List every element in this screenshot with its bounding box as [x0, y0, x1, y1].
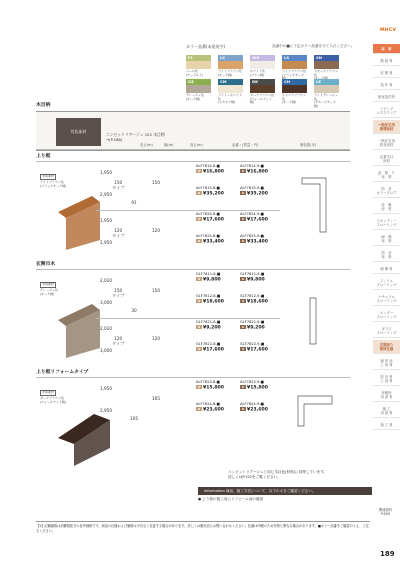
- price-value: ¥17,600: [247, 217, 268, 223]
- swatch-code: LE: [314, 79, 339, 85]
- swatch-code: CM: [218, 79, 243, 85]
- product-code: GLF7612-8-■: [196, 294, 221, 298]
- product-code: GLF7611-8-■: [196, 272, 221, 276]
- sidebar-item[interactable]: 一般住宅用 防音床材: [373, 136, 400, 150]
- product-price: [240, 239, 268, 245]
- product-code: GLF7612-9-■: [240, 294, 265, 298]
- price-value: ¥9,200: [203, 325, 221, 331]
- height-value: 120: [152, 228, 160, 233]
- price-value: ¥23,600: [247, 407, 268, 413]
- variant-chip: 8: [196, 169, 202, 173]
- price-value: ¥16,800: [247, 169, 268, 175]
- type-label: 150 タイプ: [112, 180, 125, 191]
- price-value: ¥33,400: [247, 239, 268, 245]
- swatch-name: ライトブラウン色 (ブラックチーク: [282, 69, 306, 77]
- variant-chip: 8: [196, 325, 202, 329]
- row-divider: [96, 210, 280, 211]
- swatch-sample: [186, 61, 211, 69]
- price-value: ¥15,800: [247, 385, 268, 391]
- variant-chip: 8: [196, 347, 202, 351]
- sidebar-item[interactable]: リビング エクステリア: [373, 104, 400, 118]
- product-code: GLF7622-8-■: [196, 342, 221, 346]
- sidebar-item[interactable]: エッダー フローリング: [373, 308, 400, 322]
- sidebar-item[interactable]: 床暖房 用 部 材: [373, 388, 400, 402]
- brand-logo: MHCV: [380, 28, 397, 33]
- sidebar-item[interactable]: ガラス フローリング: [373, 324, 400, 338]
- col-height: 高さ(m): [190, 143, 203, 147]
- product-code: ALF7624-9-■: [240, 212, 264, 216]
- swatch-name: グレージュ色 (オーク柄): [186, 93, 204, 101]
- product-price: [240, 217, 268, 223]
- sidebar-item[interactable]: 施 工 材: [373, 420, 400, 430]
- swatch-code: DK: [250, 79, 275, 85]
- product-code: ALF7625-8-■: [196, 234, 220, 238]
- length-value: 3,000: [100, 348, 112, 353]
- color-swatch[interactable]: [314, 55, 339, 81]
- material-tag: 木質素材: [42, 282, 55, 286]
- color-swatch[interactable]: [282, 55, 307, 81]
- length-value: 1,950: [100, 218, 112, 223]
- sidebar-item[interactable]: 耐 傷 床 材: [373, 232, 400, 246]
- variant-chip: 8: [196, 385, 202, 389]
- swatch-note: 品番中の■に下記カラー品番を当て入れください。: [272, 44, 355, 48]
- sidebar-item[interactable]: 造 作 材: [373, 80, 400, 90]
- swatch-code: LC: [218, 55, 243, 61]
- sidebar-item[interactable]: ナチュラル フローリング: [373, 292, 400, 306]
- variant-chip: 8: [196, 299, 202, 303]
- swatch-code: FL: [186, 55, 211, 61]
- height-value: 120: [152, 336, 160, 341]
- price-value: ¥9,200: [247, 325, 265, 331]
- variant-chip: 8: [196, 217, 202, 221]
- product-sample-image: [54, 408, 114, 468]
- product-code: ALF7624-8-■: [196, 212, 220, 216]
- sidebar-item[interactable]: 床 暖 房 材: [373, 200, 400, 214]
- product-price: [196, 217, 224, 223]
- product-code: GLF7621-8-■: [196, 320, 221, 324]
- product-price: [196, 191, 224, 197]
- swatch-name: ベール色 (ヤードルト): [186, 69, 204, 77]
- height-value: 150: [152, 288, 160, 293]
- variant-chip: 9: [240, 347, 246, 351]
- swatch-sample: [282, 61, 307, 69]
- page-number: 189: [380, 550, 395, 558]
- variant-chip: 9: [240, 169, 246, 173]
- price-value: ¥17,600: [203, 217, 224, 223]
- swatch-name: ライトーホワイト色 (シカモア柄): [218, 93, 242, 105]
- swatch-code: LS: [282, 55, 307, 61]
- product-code: ALF7624-9-■: [240, 402, 264, 406]
- variant-chip: 9: [240, 325, 246, 329]
- col-product: 品番・(質量・円): [232, 143, 259, 147]
- sidebar-item[interactable]: 遮 音 床 上 用 材: [373, 356, 400, 370]
- product-price: [240, 385, 268, 391]
- section-drawing: [292, 170, 342, 240]
- product-code: ALF7614-9-■: [240, 164, 264, 168]
- compatible-floor-text: コンビットリアージュ 152 木目柄 →(P.168): [106, 132, 165, 142]
- type-label: 150 タイプ: [112, 288, 125, 299]
- product-price: [240, 277, 265, 283]
- sample-caption: グレージュ色 (オーク柄): [40, 288, 58, 296]
- variant-chip: 9: [240, 407, 246, 411]
- price-value: ¥35,200: [203, 191, 224, 197]
- block-divider: [36, 269, 350, 270]
- sidebar-item[interactable]: 直 貼 り 床 材: [373, 168, 400, 182]
- product-price: [196, 325, 221, 331]
- swatch-sample: [314, 61, 339, 69]
- footer-note: 【1】記載価格は消費税抜きの参考価格です。商品の仕様および価格は予告なく変更する場合があります。詳しくは販売店にお問い合わせください。色調は印刷のため実物と異なる場合があります。■カラー品番をご確認のうえ、ご注文ください。: [36, 521, 370, 533]
- sidebar-item[interactable]: スキッティー フローリング: [373, 216, 400, 230]
- color-swatch[interactable]: [218, 79, 243, 105]
- price-value: ¥18,600: [203, 299, 224, 305]
- width-value: 30: [131, 308, 137, 313]
- section-drawing: [292, 386, 342, 456]
- product-code: GLF7622-9-■: [240, 342, 265, 346]
- variant-chip: 8: [196, 277, 202, 281]
- price-value: ¥16,800: [203, 169, 224, 175]
- variant-chip: 8: [196, 407, 202, 411]
- product-price: [196, 169, 224, 175]
- swatch-name: スモークブラウン色: [314, 69, 338, 77]
- height-value: 165: [152, 396, 160, 401]
- product-price: [240, 169, 268, 175]
- length-value: 2,020: [100, 278, 112, 283]
- color-swatch[interactable]: [218, 55, 243, 77]
- profile-outline: [298, 396, 332, 426]
- height-value: 150: [152, 180, 160, 185]
- sidebar-item[interactable]: 収 納 材: [373, 68, 400, 78]
- col-length: 長さ(m): [140, 143, 153, 147]
- sample-caption: ダークブラウン色 (ウォールナット柄): [40, 396, 67, 404]
- swatch-code: SN: [314, 55, 339, 61]
- product-price: [196, 407, 224, 413]
- sidebar-item[interactable]: 防 音 材 上 用 材: [373, 372, 400, 386]
- product-code: ALF7615-9-■: [240, 186, 264, 190]
- profile-outline: [310, 298, 316, 344]
- type-label: 120 タイプ: [112, 336, 125, 347]
- product-code: ALF7623-8-■: [196, 380, 220, 384]
- product-price: [196, 385, 224, 391]
- variant-chip: 9: [240, 385, 246, 389]
- price-value: ¥17,600: [247, 347, 268, 353]
- swatch-name: ショコラブラウン色 (オーク柄): [282, 93, 306, 105]
- product-price: [196, 239, 224, 245]
- swatch-sample: [250, 61, 275, 69]
- color-swatch[interactable]: [186, 55, 211, 77]
- color-swatch[interactable]: [250, 55, 275, 77]
- swatch-sample: [186, 85, 211, 93]
- row-divider: [96, 318, 280, 319]
- length-value: 2,020: [100, 326, 112, 331]
- product-price: [196, 277, 221, 283]
- sidebar-item[interactable]: 玄関周り 部材仕様: [373, 340, 400, 354]
- variant-chip: 9: [240, 191, 246, 195]
- product-price: [240, 325, 265, 331]
- length-value: 2,950: [100, 408, 112, 413]
- sample-caption: ライトブラウン色 (ブラックチーク柄): [40, 180, 67, 188]
- page-reference: 関連資料 P.600: [378, 508, 393, 517]
- profile-outline: [302, 178, 326, 232]
- col-width: 幅(m): [164, 143, 174, 147]
- variant-chip: 8: [196, 239, 202, 243]
- swatch-sample: [218, 85, 243, 93]
- color-swatch[interactable]: [186, 79, 211, 101]
- price-value: ¥9,800: [247, 277, 265, 283]
- sidebar-item[interactable]: 一般住宅用 推奨床材: [373, 120, 400, 134]
- block-title: 上り框リフォームタイプ: [36, 370, 89, 375]
- length-value: 1,950: [100, 170, 112, 175]
- product-code: ALF7614-8-■: [196, 164, 220, 168]
- block-divider: [36, 161, 350, 162]
- product-code: GLF7621-9-■: [240, 320, 265, 324]
- block-divider: [36, 377, 350, 378]
- sidebar-item[interactable]: 床 材: [373, 44, 400, 54]
- sidebar-item[interactable]: 定着木目 床材: [373, 152, 400, 166]
- sidebar-item[interactable]: 耐 摩 材: [373, 264, 400, 274]
- block-title: 玄関巾木: [36, 262, 56, 267]
- compatible-floor-label: 対応床材: [56, 118, 101, 146]
- product-code: ALF7615-8-■: [196, 186, 220, 190]
- color-swatch[interactable]: [250, 79, 275, 105]
- product-price: [240, 299, 268, 305]
- price-value: ¥9,800: [203, 277, 221, 283]
- type-label: 120 タイプ: [112, 228, 125, 239]
- length-value: 2,950: [100, 192, 112, 197]
- variant-chip: 9: [240, 277, 246, 281]
- price-value: ¥18,600: [247, 299, 268, 305]
- product-code: ALF7623-9-■: [240, 380, 264, 384]
- width-value: 91: [131, 200, 137, 205]
- price-value: ¥15,800: [203, 385, 224, 391]
- swatch-sample: [282, 85, 307, 93]
- length-value: 2,950: [100, 240, 112, 245]
- swatch-code: GZ: [186, 79, 211, 85]
- sidebar-item[interactable]: 施 工 用 部 材: [373, 404, 400, 418]
- width-value: 105: [130, 416, 138, 421]
- product-code: ALF7625-9-■: [240, 234, 264, 238]
- swatch-name: ライトグレージュ色 (グループチーク柄): [314, 93, 338, 108]
- product-price: [196, 299, 224, 305]
- variant-chip: 8: [196, 191, 202, 195]
- price-value: ¥17,600: [203, 347, 224, 353]
- length-value: 1,950: [100, 386, 112, 391]
- swatch-title: カラー品番(末尾英字): [186, 44, 226, 49]
- swatch-sample: [250, 85, 275, 93]
- product-price: [240, 407, 268, 413]
- product-code: ALF7624-8-■: [196, 402, 220, 406]
- swatch-name: ホワイト色 (プラン柄): [250, 69, 265, 77]
- block-title: 上り框: [36, 154, 51, 159]
- swatch-name: ライトブラウン色 (オーク柄): [218, 69, 242, 77]
- sidebar-item[interactable]: 防 音 床 材: [373, 248, 400, 262]
- product-code: GLF7611-9-■: [240, 272, 265, 276]
- information-bar: information 商品、施工方法について、以下のホをご確認ください。: [198, 487, 372, 495]
- col-remark: 梱包数(本): [300, 143, 317, 147]
- product-price: [196, 347, 224, 353]
- section-title: 木目柄: [36, 103, 51, 108]
- color-swatch[interactable]: [282, 79, 307, 105]
- swatch-sample: [314, 85, 339, 93]
- sidebar-item[interactable]: 階 段 材: [373, 56, 400, 66]
- product-price: [240, 191, 268, 197]
- section-drawing: [292, 278, 342, 348]
- sidebar-item[interactable]: 防 音 カラーフロア: [373, 184, 400, 198]
- length-value: 3,000: [100, 300, 112, 305]
- sidebar-item[interactable]: フィリエ フローリング: [373, 276, 400, 290]
- product-price: [240, 347, 268, 353]
- color-swatch[interactable]: [314, 79, 339, 108]
- floor-note: コンビットリアージュと同じ木目色(材料)に同等しています。 詳しくはP.152をご覧ください。: [228, 470, 328, 479]
- swatch-code: WH: [250, 55, 275, 61]
- material-tag: 木質素材: [42, 390, 55, 394]
- swatch-name: ダークブラウン色 (ウォールナット柄): [250, 93, 275, 105]
- swatch-sample: [218, 61, 243, 69]
- variant-chip: 9: [240, 217, 246, 221]
- variant-chip: 9: [240, 299, 246, 303]
- price-value: ¥33,400: [203, 239, 224, 245]
- variant-chip: 9: [240, 239, 246, 243]
- price-value: ¥23,600: [203, 407, 224, 413]
- material-tag: 木質素材: [42, 174, 55, 178]
- swatch-code: CH: [282, 79, 307, 85]
- sidebar-item[interactable]: 和室造作材: [373, 92, 400, 102]
- color-swatch-grid: [186, 55, 362, 108]
- information-sub: ● 上り框の施工前にリフォーム前の確認: [198, 497, 264, 501]
- price-value: ¥35,200: [247, 191, 268, 197]
